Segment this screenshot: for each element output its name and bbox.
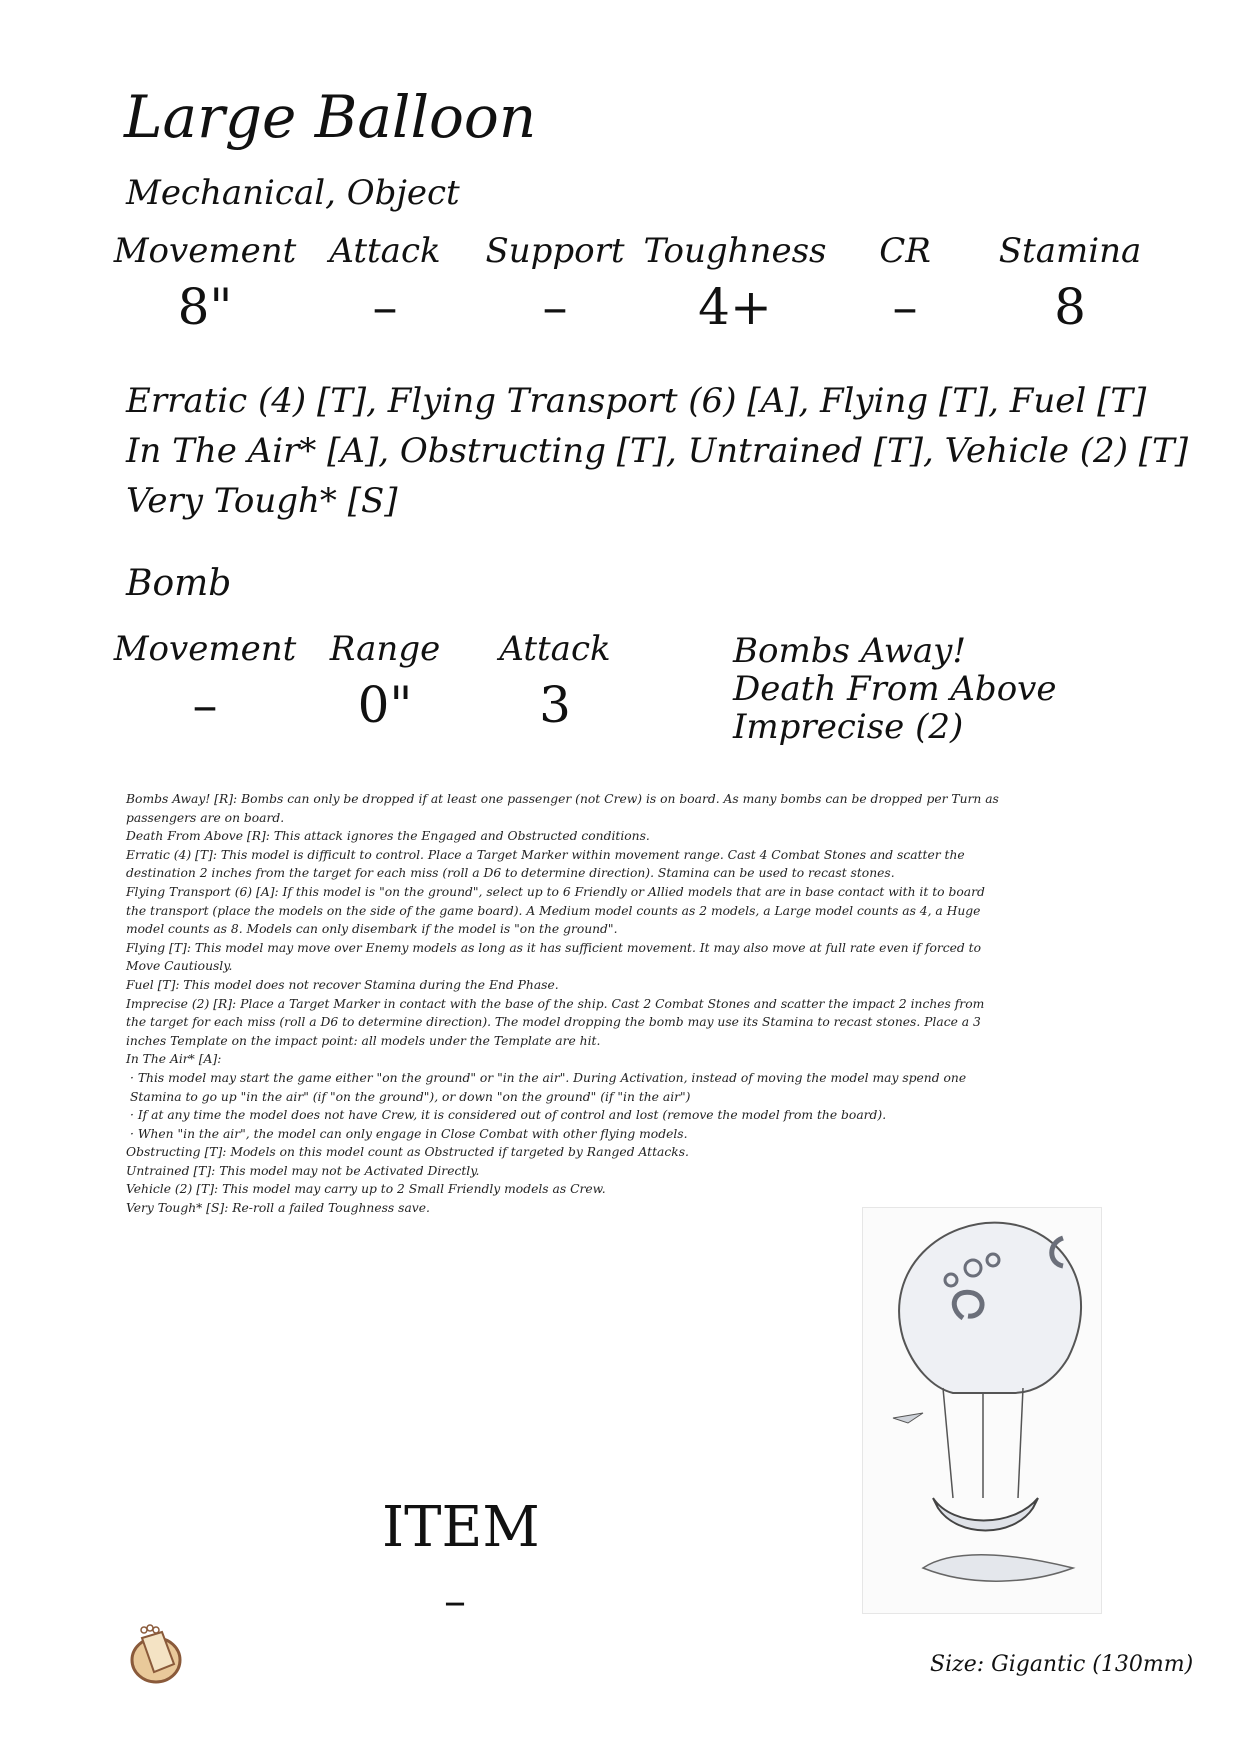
faction-logo bbox=[128, 1620, 184, 1684]
rule-entry: Fuel [T]: This model does not recover Stamina during the End Phase. bbox=[126, 977, 559, 992]
stat-label: Stamina bbox=[998, 231, 1142, 271]
rule-entry: Death From Above [R]: This attack ignores the Engaged and Obstructed conditions. bbox=[126, 829, 650, 844]
rules-text bbox=[126, 790, 1006, 1218]
card-title: Large Balloon bbox=[124, 83, 537, 151]
rule-entry: Vehicle (2) [T]: This model may carry up to 2 Small Friendly models as Crew. bbox=[126, 1182, 606, 1197]
stat-value: 4+ bbox=[698, 278, 772, 336]
item-value: – bbox=[444, 1576, 466, 1627]
bomb-stat-movement bbox=[110, 629, 300, 734]
stat-movement bbox=[110, 231, 300, 336]
bomb-ability: Imprecise (2) bbox=[733, 707, 964, 747]
card-subtitle: Mechanical, Object bbox=[126, 173, 460, 213]
stat-label: Support bbox=[485, 231, 625, 271]
stat-value: 8" bbox=[177, 278, 233, 336]
bomb-ability: Bombs Away! bbox=[733, 631, 966, 671]
rule-entry: Imprecise (2) [R]: Place a Target Marker in contact with the base of the ship. Cast 2 Combat Stones and scatter the impact 2 inches from the target for each miss (roll a D6 to determine direction). The model dropping the bomb may use its Stamina to recast stones. Place a 3 inches Template on the impact point: all models under the Template are hit. bbox=[126, 996, 985, 1048]
rule-bullet: · This model may start the game either "on the ground" or "in the air". During Activation, instead of moving the model may spend one Stamina to go up "in the air" (if "on the ground"), or down "on the ground" (if "in the air") bbox=[130, 1070, 967, 1104]
stat-value: 3 bbox=[539, 676, 571, 734]
item-label: ITEM bbox=[382, 1495, 540, 1560]
size-label: Size: Gigantic (130mm) bbox=[930, 1652, 1194, 1677]
stat-label: Range bbox=[329, 629, 441, 669]
stat-value: – bbox=[372, 278, 398, 336]
bomb-stat-row bbox=[110, 629, 670, 734]
balloon-illustration bbox=[862, 1207, 1102, 1614]
traits-line: Erratic (4) [T], Flying Transport (6) [A], Flying [T], Fuel [T] bbox=[126, 381, 1147, 421]
rule-entry: Very Tough* [S]: Re-roll a failed Toughness save. bbox=[126, 1201, 430, 1216]
rule-entry: Untrained [T]: This model may not be Activated Directly. bbox=[126, 1163, 480, 1178]
rule-entry: Flying [T]: This model may move over Enemy models as long as it has sufficient movement. It may also move at full rate even if forced to Move Cautiously. bbox=[126, 940, 982, 974]
bomb-stat-range bbox=[300, 629, 470, 734]
rule-entry: Obstructing [T]: Models on this model count as Obstructed if targeted by Ranged Attacks. bbox=[126, 1145, 689, 1160]
stat-label: Movement bbox=[113, 231, 297, 271]
bomb-abilities bbox=[733, 632, 1057, 746]
stat-stamina bbox=[980, 231, 1160, 336]
traits-line: Very Tough* [S] bbox=[126, 481, 398, 521]
bomb-title: Bomb bbox=[126, 563, 232, 604]
rule-bullet: · If at any time the model does not have Crew, it is considered out of control and lost (remove the model from the board). bbox=[130, 1108, 887, 1123]
stat-label: Movement bbox=[113, 629, 297, 669]
stat-label: Attack bbox=[499, 629, 611, 669]
stat-value: – bbox=[892, 278, 918, 336]
stat-toughness bbox=[640, 231, 830, 336]
bomb-stat-attack bbox=[470, 629, 640, 734]
stat-label: Attack bbox=[329, 231, 441, 271]
stat-label: Toughness bbox=[643, 231, 827, 271]
rule-entry: Bombs Away! [R]: Bombs can only be dropped if at least one passenger (not Crew) is on board. As many bombs can be dropped per Turn as passengers are on board. bbox=[126, 792, 999, 825]
stat-support bbox=[470, 231, 640, 336]
rule-entry: Erratic (4) [T]: This model is difficult to control. Place a Target Marker within movement range. Cast 4 Combat Stones and scatter the destination 2 inches from the target for each miss (roll a D6 to determine direction). Stamina can be used to recast stones. bbox=[126, 847, 965, 881]
traits-list bbox=[126, 376, 1188, 526]
rule-entry: In The Air* [A]: bbox=[126, 1052, 222, 1067]
stat-label: CR bbox=[879, 231, 931, 271]
bomb-ability: Death From Above bbox=[733, 669, 1057, 709]
stat-cr bbox=[830, 231, 980, 336]
stat-attack bbox=[300, 231, 470, 336]
traits-line: In The Air* [A], Obstructing [T], Untrained [T], Vehicle (2) [T] bbox=[126, 431, 1188, 471]
stat-row bbox=[110, 231, 1160, 336]
stat-value: 8 bbox=[1054, 278, 1086, 336]
stat-value: – bbox=[192, 676, 218, 734]
rule-bullet: · When "in the air", the model can only engage in Close Combat with other flying models. bbox=[130, 1126, 688, 1141]
rule-entry: Flying Transport (6) [A]: If this model is "on the ground", select up to 6 Friendly or Allied models that are in base contact with it to board the transport (place the models on the side of the game board). A Medium model counts as 2 models, a Large model counts as 4, a Huge model counts as 8. Models can only disembark if the model is "on the ground". bbox=[126, 884, 985, 937]
stat-value: – bbox=[542, 278, 568, 336]
stat-value: 0" bbox=[357, 676, 413, 734]
